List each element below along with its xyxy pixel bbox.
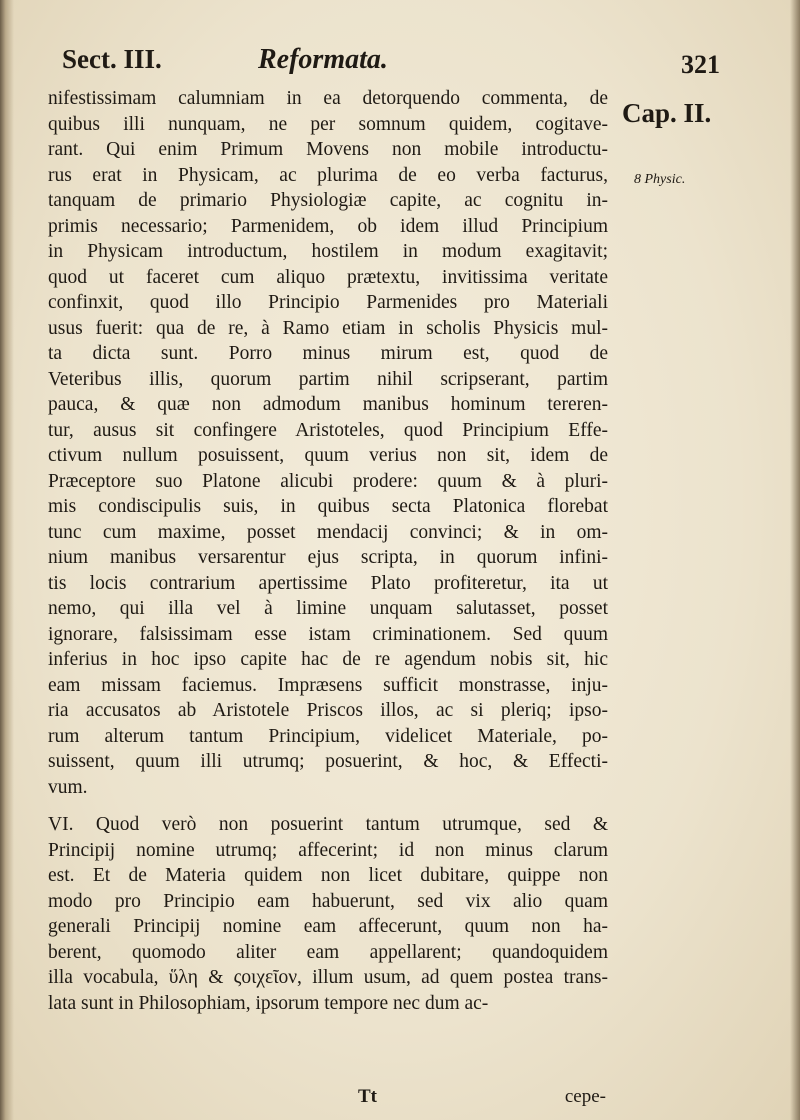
text-line: ctivum nullum posuissent, quum verius non sit, idem de (48, 445, 608, 466)
catchword: cepe- (564, 1086, 606, 1107)
text-line: inferius in hoc ipso capite hac de re agendum nobis sit, hic (48, 649, 608, 670)
margin-citation-note: 8 Physic. (634, 172, 686, 187)
page-gutter-shadow (0, 0, 14, 1120)
text-line: tis locis contrarium apertissime Plato profiteretur, ita ut (48, 572, 608, 594)
text-line: ignorare, falsissimam esse istam criminationem. Sed quum (48, 623, 608, 645)
text-line: suissent, quum illi utrumq; posuerint, & hoc, & Effecti- (48, 751, 608, 772)
text-line: mis condiscipulis suis, in quibus secta Platonica florebat (48, 496, 608, 517)
page-footer (48, 1086, 606, 1112)
signature-mark: Tt (358, 1086, 377, 1107)
text-line: modo pro Principio eam habuerunt, sed vix alio quam (48, 890, 608, 912)
paragraph-2 (48, 812, 608, 1016)
margin-chapter-label: Cap. II. (622, 98, 712, 128)
text-line: vum. (48, 776, 88, 798)
section-heading: Sect. III. (62, 44, 162, 74)
text-line: pauca, & quæ non admodum manibus hominum tereren- (48, 394, 608, 415)
text-line: est. Et de Materia quidem non licet dubitare, quippe non (48, 865, 608, 886)
text-line: berent, quomodo aliter eam appellarent; quandoquidem (48, 941, 608, 963)
text-line: usus fuerit: qua de re, à Ramo etiam in scholis Physicis mul- (48, 317, 608, 339)
text-line: quod ut faceret cum aliquo prætextu, invitissima veritate (48, 266, 608, 288)
text-line: rum alterum tantum Principium, videlicet Materiale, po- (48, 725, 608, 747)
page-number: 321 (681, 50, 720, 79)
text-line: tur, ausus sit confingere Aristoteles, quod Principium Effe- (48, 419, 608, 441)
page-header (62, 44, 720, 84)
text-line: primis necessario; Parmenidem, ob idem illud Principium (48, 215, 608, 237)
text-line: lata sunt in Philosophiam, ipsorum tempore nec dum ac- (48, 992, 489, 1014)
text-line: rant. Qui enim Primum Movens non mobile introductu- (48, 139, 608, 160)
text-line: nifestissimam calumniam in ea detorquendo commenta, de (48, 88, 608, 109)
text-line: confinxit, quod illo Principio Parmenides pro Materiali (48, 292, 608, 313)
text-line: illa vocabula, ὕλη & ςοιχεῖον, illum usum, ad quem postea trans- (48, 967, 608, 988)
text-line: ria accusatos ab Aristotele Priscos illos, ac si pleriq; ipso- (48, 700, 608, 721)
text-line: VI. Quod verò non posuerint tantum utrumque, sed & (48, 814, 608, 835)
text-line: ta dicta sunt. Porro minus mirum est, quod de (48, 343, 608, 364)
text-line: generali Principij nomine eam affecerunt, quum non ha- (48, 916, 608, 937)
text-line: Principij nomine utrumq; affecerint; id non minus clarum (48, 839, 608, 861)
text-line: nemo, qui illa vel à limine unquam salutasset, posset (48, 598, 608, 619)
text-line: in Physicam introductum, hostilem in modum exagitavit; (48, 241, 608, 262)
running-title: Reformata. (258, 44, 388, 75)
page-edge-shadow (790, 0, 800, 1120)
text-line: rus erat in Physicam, ac plurima de eo verba facturus, (48, 164, 608, 186)
text-line: Veteribus illis, quorum partim nihil scripserant, partim (48, 368, 608, 390)
paragraph-1 (48, 86, 608, 800)
text-line: eam missam faciemus. Impræsens sufficit monstrasse, inju- (48, 674, 608, 696)
text-line: tanquam de primario Physiologiæ capite, ac cognitu in- (48, 190, 608, 211)
text-line: Præceptore suo Platone alicubi prodere: quum & à pluri- (48, 470, 608, 492)
text-line: tunc cum maxime, posset mendacij convinci; & in om- (48, 521, 608, 543)
text-line: nium manibus versarentur ejus scripta, in quorum infini- (48, 547, 608, 568)
text-line: quibus illi nunquam, ne per somnum quidem, cogitave- (48, 113, 608, 135)
